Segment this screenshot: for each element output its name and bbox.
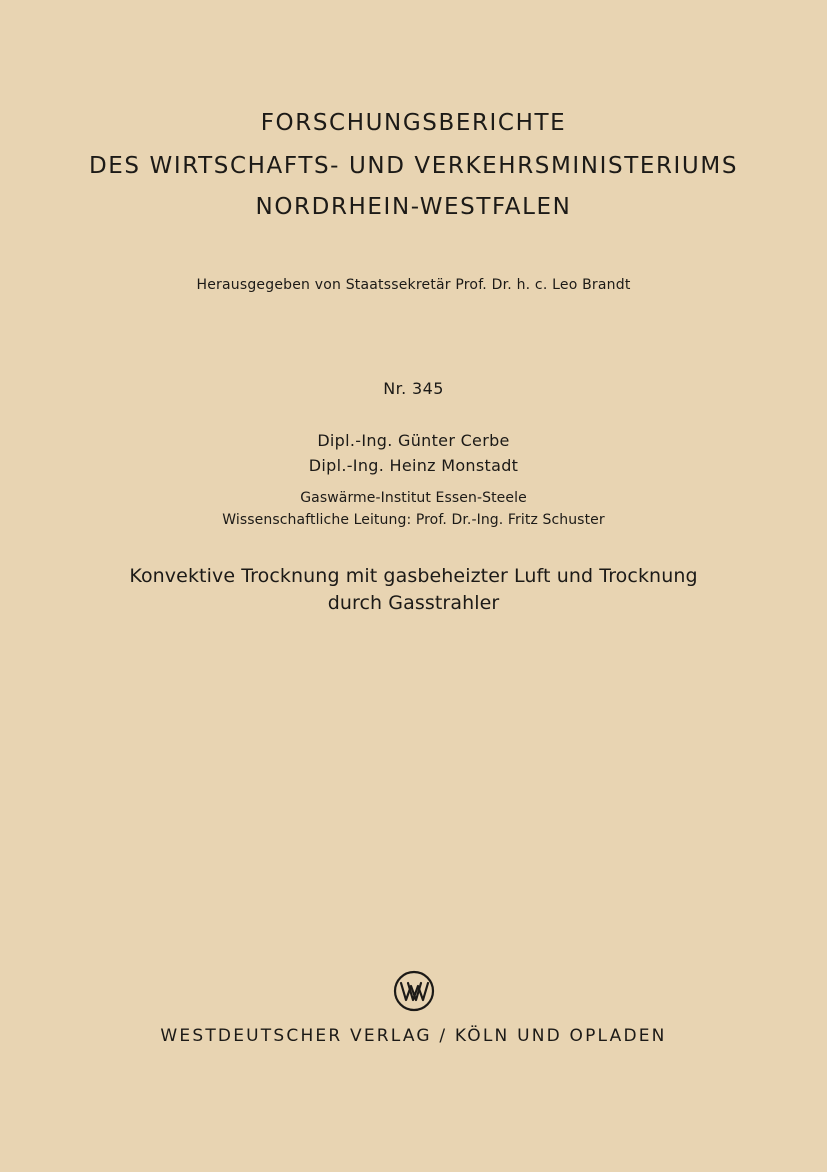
author-2: Dipl.-Ing. Heinz Monstadt bbox=[308, 456, 519, 475]
institute-leadership: Wissenschaftliche Leitung: Prof. Dr.-Ing. Fritz Schuster bbox=[222, 512, 605, 528]
publisher-imprint: WESTDEUTSCHER VERLAG / KÖLN UND OPLADEN bbox=[160, 1026, 667, 1046]
series-title-line-3: NORDRHEIN-WESTFALEN bbox=[255, 194, 572, 220]
report-title-line-2: durch Gasstrahler bbox=[327, 592, 500, 614]
report-number: Nr. 345 bbox=[383, 379, 444, 398]
editor-line: Herausgegeben von Staatssekretär Prof. Dr. h. c. Leo Brandt bbox=[196, 277, 631, 293]
report-title-line-1: Konvektive Trocknung mit gasbeheizter Luft und Trocknung bbox=[129, 565, 698, 587]
institute-name: Gaswärme-Institut Essen-Steele bbox=[300, 490, 527, 506]
series-title-line-2: DES WIRTSCHAFTS- UND VERKEHRSMINISTERIUMS bbox=[88, 153, 739, 179]
westdeutscher-verlag-ww-logo-icon bbox=[393, 970, 435, 1012]
series-title-line-1: FORSCHUNGSBERICHTE bbox=[260, 110, 567, 136]
author-1: Dipl.-Ing. Günter Cerbe bbox=[317, 431, 510, 450]
